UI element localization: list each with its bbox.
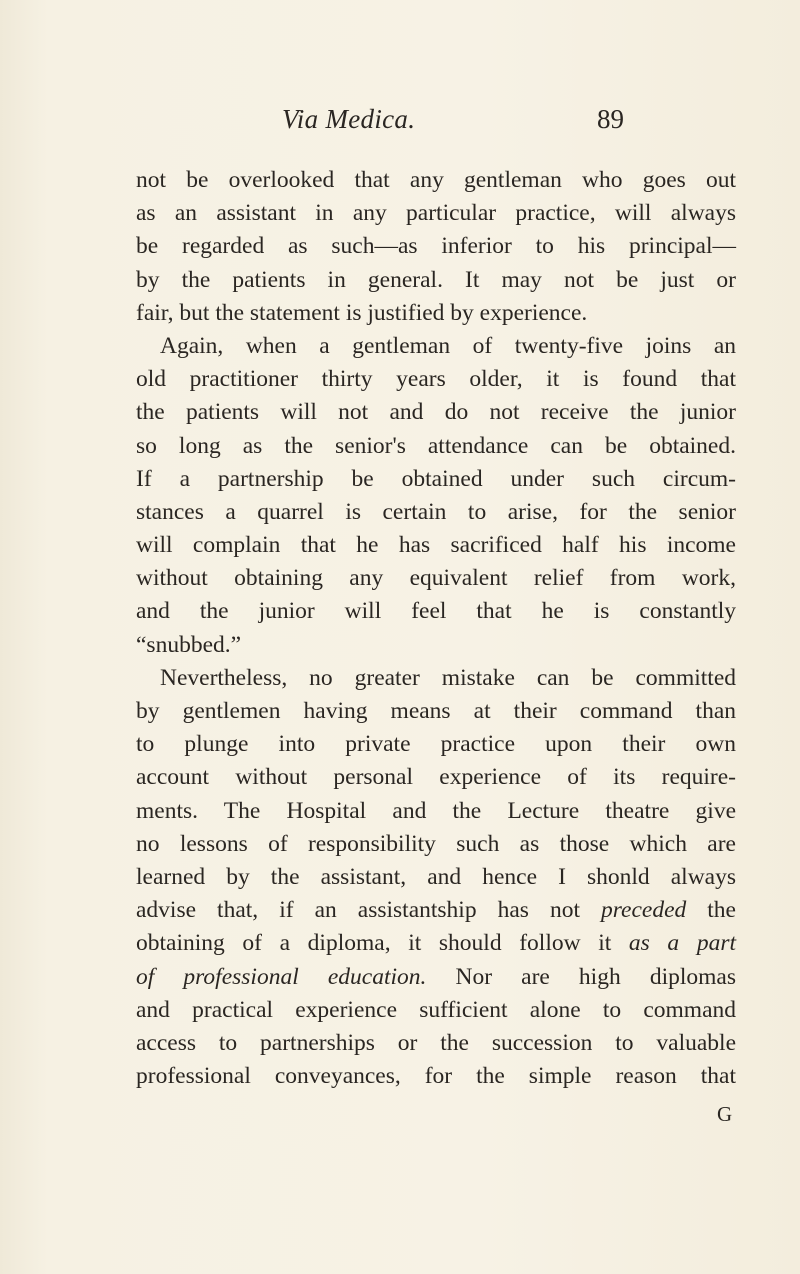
text-line — [136, 894, 736, 927]
text-line: fair, but the statement is justified by experience. — [136, 299, 588, 326]
page-number: 89 — [597, 104, 624, 134]
text-line: be regarded as such—as inferior to his principal— — [136, 233, 736, 260]
text-line — [136, 927, 736, 960]
text-line: so long as the senior's attendance can be obtained. — [136, 432, 736, 459]
text-line: If a partnership be obtained under such circum- — [136, 465, 736, 492]
text-line: no lessons of responsibility such as those which are — [136, 830, 736, 857]
text-line: professional conveyances, for the simple reason that — [136, 1063, 736, 1090]
italic-text: preceded — [601, 897, 687, 924]
text-line — [136, 961, 736, 994]
text-line: not be overlooked that any gentleman who goes out — [136, 167, 736, 193]
italic-text: as a part — [628, 930, 736, 957]
text-segment: obtaining of a diploma, it should follow it — [136, 930, 629, 957]
text-line: Again, when a gentleman of twenty-five joins an — [160, 332, 736, 359]
text-line: by gentlemen having means at their command than — [136, 698, 736, 724]
text-line: learned by the assistant, and hence I shonld always — [136, 863, 736, 890]
text-line: ments. The Hospital and the Lecture theatre give — [136, 797, 736, 824]
text-line: Nevertheless, no greater mistake can be committed — [160, 664, 736, 691]
body-text — [136, 164, 736, 1093]
text-line: “snubbed.” — [136, 631, 242, 658]
running-head — [282, 100, 642, 140]
text-line: stances a quarrel is certain to arise, for the senior — [136, 498, 736, 525]
text-segment: Nor are high diplomas — [426, 963, 736, 990]
text-line: old practitioner thirty years older, it is found that — [136, 366, 736, 393]
text-line: and practical experience sufficient alone to command — [136, 996, 736, 1023]
text-line: as an assistant in any particular practice, will always — [136, 200, 736, 227]
text-line: will complain that he has sacrificed half his income — [136, 532, 736, 559]
text-segment: the — [686, 897, 736, 924]
text-line: to plunge into private practice upon their own — [136, 731, 736, 758]
text-line: and the junior will feel that he is constantly — [136, 598, 736, 625]
running-title: Via Medica. — [282, 104, 416, 134]
italic-text: of professional education. — [136, 963, 427, 990]
text-line: account without personal experience of its require- — [136, 764, 736, 791]
text-line: the patients will not and do not receive the junior — [136, 399, 736, 426]
text-segment: advise that, if an assistantship has not — [136, 897, 601, 924]
text-line: by the patients in general. It may not be just or — [136, 266, 736, 293]
text-line: without obtaining any equivalent relief from work, — [136, 565, 736, 592]
text-line: access to partnerships or the succession to valuable — [136, 1029, 736, 1056]
signature-mark: G — [717, 1102, 733, 1126]
